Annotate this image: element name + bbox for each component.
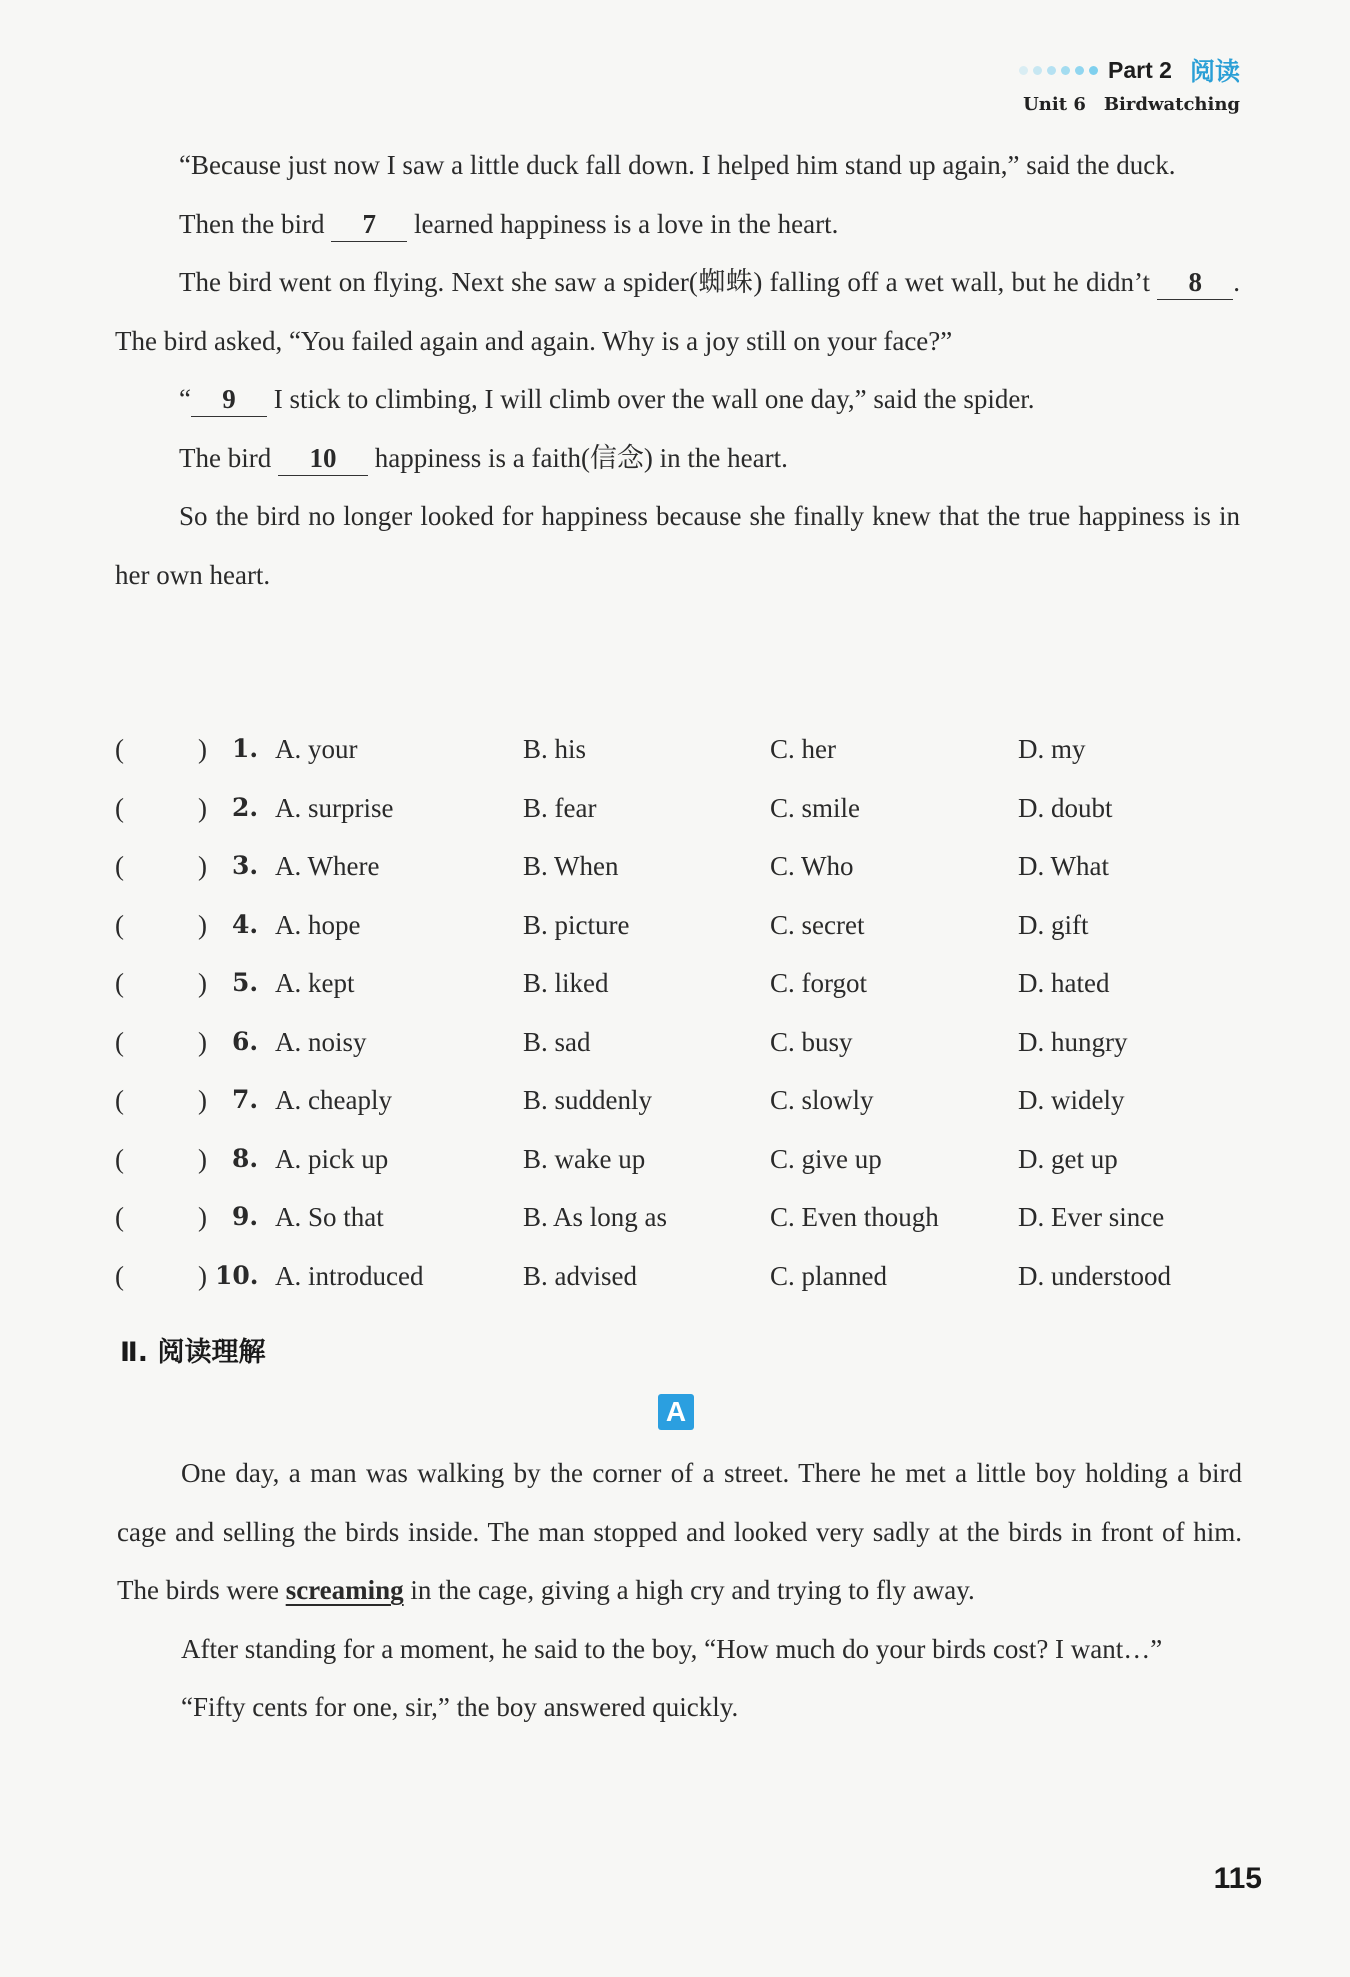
- passage-paragraph-3: “Fifty cents for one, sir,” the boy answered quickly.: [181, 1692, 739, 1722]
- option-a[interactable]: A. your: [275, 734, 358, 764]
- option-b[interactable]: B. sad: [523, 1026, 591, 1057]
- option-a[interactable]: A. cheaply: [275, 1085, 392, 1115]
- option-d[interactable]: D. get up: [1018, 1143, 1118, 1174]
- highlighted-word: screaming: [285, 1575, 404, 1605]
- option-a[interactable]: A. Where: [275, 851, 380, 881]
- cloze-passage: [115, 136, 1240, 604]
- option-a[interactable]: A. surprise: [275, 792, 394, 823]
- option-b[interactable]: B. When: [523, 851, 619, 881]
- question-number: 4.: [232, 909, 259, 939]
- page-number: 115: [1213, 1862, 1262, 1895]
- cloze-paragraph-2: Then the bird 7 learned happiness is a love in the heart.: [115, 195, 1240, 254]
- part-label: Part 2: [1108, 56, 1172, 83]
- option-c[interactable]: C. Who: [770, 851, 854, 881]
- option-d[interactable]: D. widely: [1018, 1085, 1125, 1115]
- question-number: 8.: [232, 1143, 259, 1173]
- option-d[interactable]: D. understood: [1018, 1260, 1171, 1291]
- option-b[interactable]: B. picture: [523, 909, 630, 940]
- question-number: 9.: [232, 1202, 259, 1231]
- option-b[interactable]: B. As long as: [523, 1202, 668, 1232]
- option-c[interactable]: C. her: [770, 734, 836, 764]
- option-b[interactable]: B. his: [523, 734, 587, 764]
- question-number: 6.: [232, 1026, 259, 1056]
- question-number: 1.: [232, 734, 259, 763]
- unit-label: Unit 6: [1023, 94, 1086, 115]
- option-c[interactable]: C. slowly: [770, 1085, 874, 1115]
- option-a[interactable]: A. introduced: [275, 1260, 424, 1291]
- option-a[interactable]: A. hope: [275, 909, 361, 940]
- option-a[interactable]: A. noisy: [275, 1026, 367, 1057]
- option-b[interactable]: B. fear: [523, 792, 597, 823]
- option-d[interactable]: D. hungry: [1018, 1026, 1128, 1057]
- option-d[interactable]: D. gift: [1018, 909, 1089, 940]
- question-row: ( ) 6. A. noisy B. sad C. busy D. hungry: [115, 1013, 1245, 1072]
- question-number: 7.: [232, 1085, 259, 1114]
- cloze-paragraph-5: The bird 10 happiness is a faith(信念) in the heart.: [115, 429, 1240, 488]
- reading-passage: [117, 1444, 1242, 1737]
- option-d[interactable]: D. hated: [1018, 968, 1110, 998]
- option-d[interactable]: D. doubt: [1018, 792, 1113, 823]
- option-c[interactable]: C. forgot: [770, 968, 868, 998]
- section-title: Ⅱ. 阅读理解: [120, 1337, 266, 1368]
- cloze-paragraph-6: So the bird no longer looked for happiness because she finally knew that the true happiness is in her own heart.: [115, 501, 1240, 590]
- question-row: ( ) 9. A. So that B. As long as C. Even though D. Ever since: [115, 1188, 1245, 1247]
- part-chinese-label: 阅读: [1189, 57, 1240, 86]
- option-a[interactable]: A. So that: [275, 1202, 384, 1232]
- question-row: ( ) 7. A. cheaply B. suddenly C. slowly D. widely: [115, 1071, 1245, 1130]
- question-row: ( ) 8. A. pick up B. wake up C. give up D. get up: [115, 1130, 1245, 1189]
- passage-paragraph-2: After standing for a moment, he said to the boy, “How much do your birds cost? I want…”: [181, 1633, 1163, 1664]
- cloze-paragraph-4: “ 9 I stick to climbing, I will climb over the wall one day,” said the spider.: [115, 370, 1240, 429]
- option-b[interactable]: B. advised: [523, 1260, 637, 1291]
- question-row: ( ) 4. A. hope B. picture C. secret D. gift: [115, 896, 1245, 955]
- question-row: ( ) 1. A. your B. his C. her D. my: [115, 720, 1245, 779]
- option-c[interactable]: C. give up: [770, 1143, 882, 1174]
- option-b[interactable]: B. wake up: [523, 1143, 646, 1174]
- options-list: [115, 720, 1245, 1305]
- option-a[interactable]: A. kept: [275, 968, 355, 998]
- question-row: ( ) 5. A. kept B. liked C. forgot D. hated: [115, 954, 1245, 1013]
- option-b[interactable]: B. liked: [523, 968, 609, 998]
- question-row: ( ) 2. A. surprise B. fear C. smile D. doubt: [115, 779, 1245, 838]
- option-a[interactable]: A. pick up: [275, 1143, 389, 1174]
- option-c[interactable]: C. smile: [770, 792, 861, 823]
- cloze-paragraph-3: The bird went on flying. Next she saw a spider(蜘蛛) falling off a wet wall, but he didn’t 8 . The bird asked, “You failed again and again. Why is a joy still on your face?”: [115, 267, 1241, 356]
- option-d[interactable]: D. Ever since: [1018, 1202, 1165, 1232]
- passage-paragraph-1: One day, a man was walking by the corner of a street. There he met a little boy holding a bird cage and selling the birds inside. The man stopped and looked very sadly at the birds in front of him. The birds were screaming in the cage, giving a high cry and trying to fly away.: [117, 1458, 1242, 1605]
- passage-badge: A: [658, 1394, 694, 1430]
- option-c[interactable]: C. planned: [770, 1260, 887, 1291]
- option-b[interactable]: B. suddenly: [523, 1085, 653, 1115]
- page-header: [1019, 52, 1240, 115]
- blank-8[interactable]: 8: [1157, 265, 1233, 300]
- cloze-paragraph-1: “Because just now I saw a little duck fall down. I helped him stand up again,” said the duck.: [179, 150, 1176, 180]
- option-c[interactable]: C. secret: [770, 909, 865, 940]
- option-c[interactable]: C. Even though: [770, 1202, 939, 1232]
- unit-topic: Birdwatching: [1103, 94, 1240, 115]
- option-c[interactable]: C. busy: [770, 1026, 853, 1057]
- blank-7[interactable]: 7: [331, 207, 407, 242]
- question-row: ( ) 10. A. introduced B. advised C. planned D. understood: [115, 1247, 1245, 1306]
- question-number: 10.: [215, 1260, 259, 1290]
- option-d[interactable]: D. my: [1018, 734, 1086, 764]
- blank-10[interactable]: 10: [278, 441, 368, 476]
- question-number: 5.: [232, 968, 259, 997]
- question-number: 3.: [232, 851, 259, 880]
- question-number: 2.: [232, 792, 259, 822]
- option-d[interactable]: D. What: [1018, 851, 1109, 881]
- decorative-dots-icon: [1019, 66, 1098, 75]
- question-row: ( ) 3. A. Where B. When C. Who D. What: [115, 837, 1245, 896]
- blank-9[interactable]: 9: [191, 382, 267, 417]
